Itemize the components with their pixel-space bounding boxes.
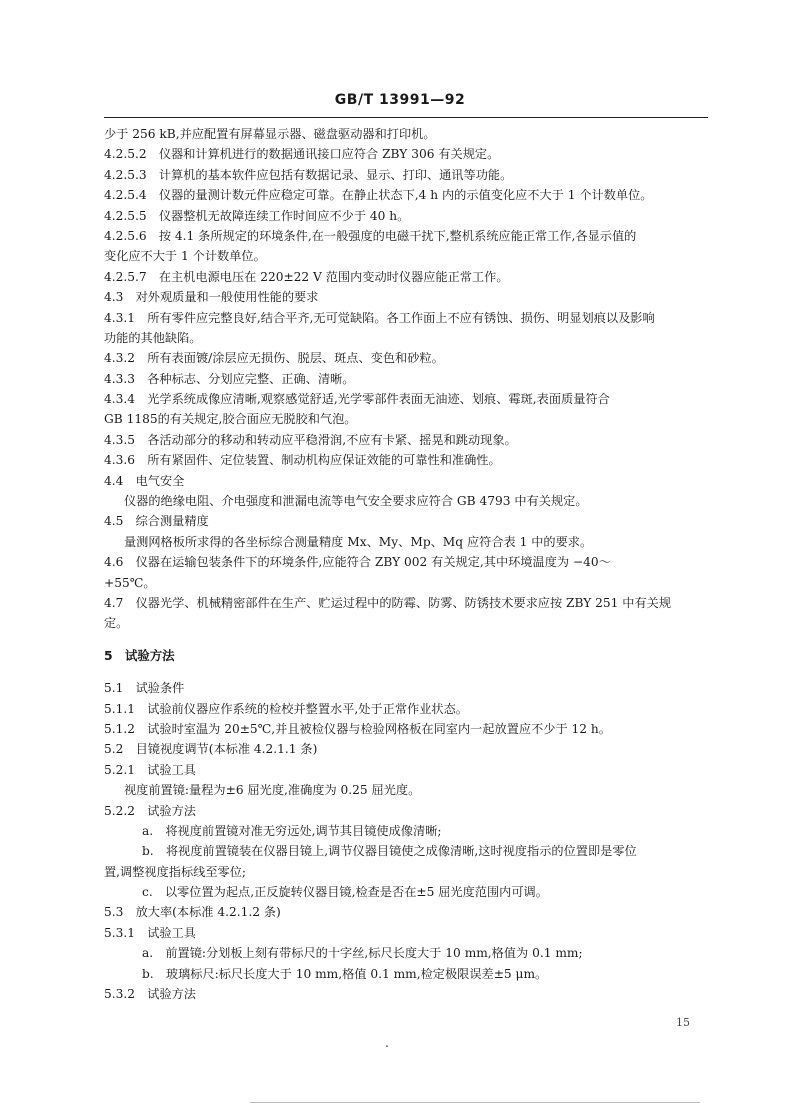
text-line: 5.1.2 试验时室温为 20±5℃,并且被检仪器与检验网格板在同室内一起放置应不少于 12 h。: [104, 721, 611, 736]
text-line: a. 将视度前置镜对准无穷远处,调节其目镜使成像清晰;: [142, 823, 442, 838]
text-line: 功能的其他缺陷。: [104, 330, 202, 345]
text-line: 视度前置镜:量程为±6 屈光度,准确度为 0.25 屈光度。: [124, 783, 421, 798]
text-line: 5.1 试验条件: [104, 681, 185, 696]
text-line: 4.7 仪器光学、机械精密部件在生产、贮运过程中的防霉、防雾、防锈技术要求应按 ZBY 251 中有关规: [104, 595, 672, 610]
text-line: 置,调整视度指标线至零位;: [104, 864, 247, 879]
text-line: 4.2.5.6 按 4.1 条所规定的环境条件,在一般强度的电磁干扰下,整机系统应能正常工作,各显示值的: [104, 228, 637, 243]
text-line: 4.3.3 各种标志、分划应完整、正确、清晰。: [104, 371, 355, 386]
spacer: [104, 634, 710, 646]
text-line: 5.3.1 试验工具: [104, 925, 196, 940]
text-line: b. 将视度前置镜装在仪器目镜上,调节仪器目镜使之成像清晰,这时视度指示的位置即是零位: [142, 844, 637, 859]
text-line: c. 以零位置为起点,正反旋转仪器目镜,检查是否在±5 屈光度范围内可调。: [142, 885, 548, 900]
text-line: 5.1.1 试验前仪器应作系统的检校并整置水平,处于正常作业状态。: [104, 701, 468, 716]
text-line: GB 1185的有关规定,胶合面应无脱胶和气泡。: [104, 412, 357, 427]
text-line: 4.3 对外观质量和一般使用性能的要求: [104, 290, 319, 305]
text-line: 4.3.4 光学系统成像应清晰,观察感觉舒适,光学零部件表面无油迹、划痕、霉斑,表面质量符合: [104, 392, 610, 407]
text-line: 5.2 目镜视度调节(本标准 4.2.1.1 条): [104, 742, 318, 757]
text-line: 4.2.5.7 在主机电源电压在 220±22 V 范围内变动时仪器应能正常工作。: [104, 269, 509, 284]
text-line: 5.3.2 试验方法: [104, 987, 196, 1002]
page-number: 15: [676, 1016, 690, 1029]
text-line: 4.3.2 所有表面镀/涂层应无损伤、脱层、斑点、变色和砂粒。: [104, 351, 444, 366]
footer-rule: [250, 1102, 700, 1103]
document-body: [104, 124, 710, 1004]
text-line: 量测网格板所求得的各坐标综合测量精度 Mx、My、Mp、Mq 应符合表 1 中的要求。: [124, 534, 593, 549]
text-line: 4.2.5.5 仪器整机无故障连续工作时间应不少于 40 h。: [104, 208, 410, 223]
text-line: 5.2.2 试验方法: [104, 803, 196, 818]
text-line: 4.3.5 各活动部分的移动和转动应平稳滑润,不应有卡紧、摇晃和跳动现象。: [104, 432, 517, 447]
text-line: 少于 256 kB,并应配置有屏幕显示器、磁盘驱动器和打印机。: [104, 127, 436, 141]
text-line: +55℃。: [104, 575, 156, 590]
text-line: 4.2.5.2 仪器和计算机进行的数据通讯接口应符合 ZBY 306 有关规定。: [104, 147, 500, 162]
text-line: a. 前置镜:分划板上刻有带标尺的十字丝,标尺长度大于 10 mm,格值为 0.1 mm;: [142, 946, 583, 961]
standard-number-header: GB/T 13991—92: [334, 92, 466, 108]
text-line: 4.3.6 所有紧固件、定位装置、制动机构应保证效能的可靠性和准确性。: [104, 453, 501, 468]
header-rule: [104, 117, 708, 118]
footer-mark: .: [385, 1036, 389, 1050]
text-line: 4.2.5.3 计算机的基本软件应包括有数据记录、显示、打印、通讯等功能。: [104, 167, 513, 182]
text-line: 5.2.1 试验工具: [104, 762, 196, 777]
section-heading: 5 试验方法: [104, 647, 175, 663]
text-line: 5.3 放大率(本标准 4.2.1.2 条): [104, 905, 281, 920]
text-line: 4.3.1 所有零件应完整良好,结合平齐,无可觉缺陷。各工作面上不应有锈蚀、损伤、明显划痕以及影响: [104, 310, 655, 325]
spacer: [104, 666, 710, 678]
text-line: 仪器的绝缘电阻、介电强度和泄漏电流等电气安全要求应符合 GB 4793 中有关规定。: [124, 494, 588, 509]
text-line: 4.6 仪器在运输包装条件下的环境条件,应能符合 ZBY 002 有关规定,其中环境温度为 −40～: [104, 555, 611, 570]
text-line: 4.4 电气安全: [104, 473, 185, 488]
text-line: 4.5 综合测量精度: [104, 514, 209, 529]
text-line: 定。: [104, 616, 129, 631]
text-line: 4.2.5.4 仪器的量测计数元件应稳定可靠。在静止状态下,4 h 内的示值变化应不大于 1 个计数单位。: [104, 188, 653, 203]
text-line: b. 玻璃标尺:标尺长度大于 10 mm,格值 0.1 mm,检定极限误差±5 μm。: [142, 966, 548, 981]
text-line: 变化应不大于 1 个计数单位。: [104, 249, 266, 264]
